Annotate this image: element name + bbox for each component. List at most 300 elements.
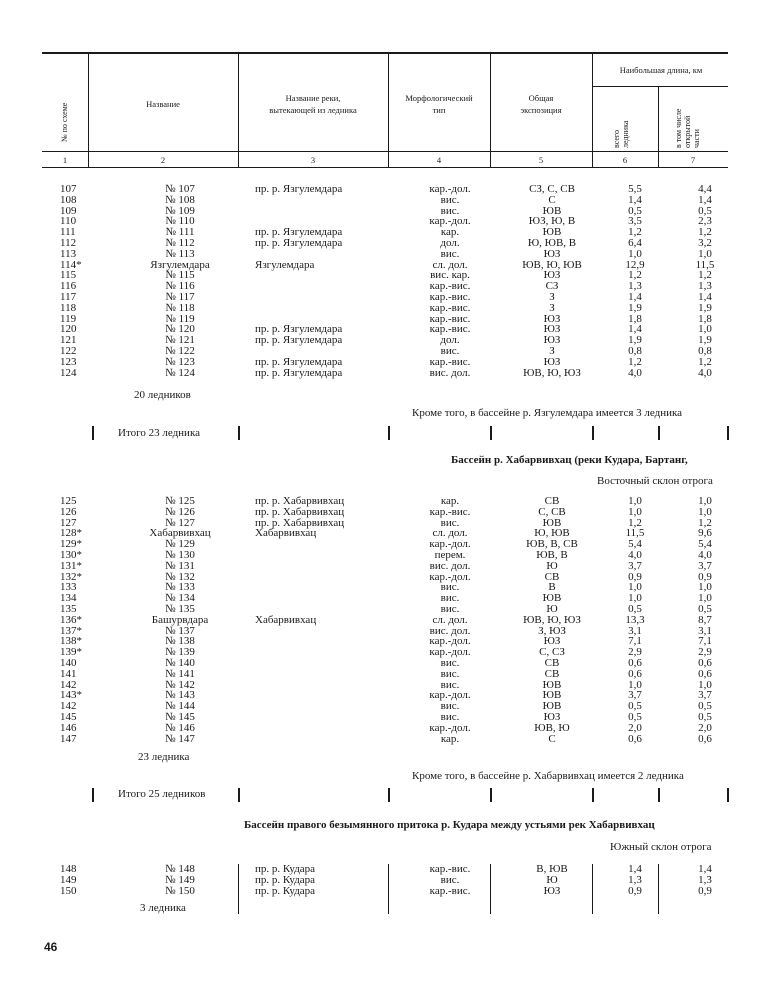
total-length: 12,9 bbox=[625, 258, 645, 271]
table-row bbox=[10, 615, 750, 626]
glacier-name: № 115 bbox=[165, 269, 195, 282]
morph-type: кар.-вис. bbox=[429, 863, 471, 875]
open-length: 0,6 bbox=[698, 656, 712, 669]
glacier-number: 135 bbox=[60, 602, 77, 615]
column-tick bbox=[490, 426, 492, 440]
glacier-name: № 146 bbox=[165, 721, 195, 734]
total-length: 1,2 bbox=[628, 226, 642, 239]
header-col3 bbox=[240, 92, 386, 116]
header-divider bbox=[658, 86, 659, 167]
exposure: СВ bbox=[544, 570, 560, 583]
total-length: 13,3 bbox=[625, 613, 645, 626]
open-length: 1,2 bbox=[698, 226, 712, 239]
exposure: З bbox=[549, 301, 555, 314]
column-tick bbox=[658, 788, 660, 802]
glacier-name: № 131 bbox=[165, 559, 195, 572]
glacier-name: № 141 bbox=[165, 667, 195, 680]
header-col6-line1: всего bbox=[612, 129, 621, 148]
glacier-name: № 127 bbox=[165, 516, 195, 529]
glacier-name: № 107 bbox=[165, 183, 195, 195]
morph-type: кар.-вис. bbox=[429, 355, 471, 368]
total-length: 4,0 bbox=[628, 366, 642, 379]
exposure: Ю bbox=[546, 559, 558, 572]
open-length: 2,9 bbox=[698, 646, 712, 659]
table-row bbox=[10, 507, 750, 518]
colnum: 6 bbox=[622, 155, 628, 165]
column-tick bbox=[388, 426, 390, 440]
header-divider bbox=[592, 54, 593, 167]
exposure: З bbox=[549, 290, 555, 303]
total-length: 0,5 bbox=[628, 700, 642, 713]
glacier-name: № 110 bbox=[165, 215, 195, 228]
column-tick bbox=[238, 788, 240, 802]
header-divider bbox=[238, 54, 239, 167]
open-length: 0,9 bbox=[698, 884, 712, 897]
glacier-number: 146 bbox=[60, 721, 77, 734]
exposure: ЮВ, В bbox=[536, 548, 568, 561]
glacier-name: № 113 bbox=[165, 247, 195, 260]
page-number: 46 bbox=[44, 940, 58, 954]
header-col4-line1: Морфологический bbox=[405, 93, 473, 103]
glacier-number: 116 bbox=[60, 280, 77, 293]
morph-type: вис. bbox=[440, 700, 460, 713]
exposure: ЮВ, Ю, ЮЗ bbox=[523, 613, 581, 626]
header-col7 bbox=[674, 109, 701, 148]
column-tick bbox=[727, 426, 729, 440]
glacier-name: № 149 bbox=[165, 873, 195, 886]
glacier-number: 125 bbox=[60, 495, 77, 507]
morph-type: вис. дол. bbox=[429, 366, 471, 379]
exposure: СВ bbox=[544, 656, 560, 669]
header-col7-line3: части bbox=[692, 129, 701, 148]
section2-note: Кроме того, в бассейне р. Хабарвивхац имеется 2 ледника bbox=[412, 770, 684, 782]
total-length: 0,9 bbox=[628, 570, 642, 583]
morph-type: вис. bbox=[440, 873, 460, 886]
total-length: 0,9 bbox=[628, 884, 642, 897]
glacier-name: № 135 bbox=[165, 602, 195, 615]
header-col6 bbox=[612, 121, 630, 148]
total-length: 1,4 bbox=[628, 290, 642, 303]
total-length: 5,4 bbox=[628, 538, 642, 551]
glacier-number: 147 bbox=[60, 732, 77, 745]
column-tick bbox=[658, 864, 659, 914]
header-divider bbox=[388, 54, 389, 167]
section2-count: 23 ледника bbox=[138, 751, 190, 763]
column-tick bbox=[490, 788, 492, 802]
river-name: пр. р. Кудара bbox=[255, 884, 316, 897]
open-length: 3,7 bbox=[698, 689, 712, 702]
section1-rows bbox=[10, 184, 750, 378]
total-length: 2,9 bbox=[628, 646, 642, 659]
morph-type: кар. bbox=[440, 226, 460, 239]
section2-total: Итого 25 ледников bbox=[118, 788, 206, 800]
open-length: 4,4 bbox=[698, 183, 712, 195]
header-divider bbox=[490, 54, 491, 167]
glacier-number: 138* bbox=[60, 635, 82, 648]
total-length: 6,4 bbox=[628, 236, 642, 249]
glacier-name: № 121 bbox=[165, 334, 195, 347]
morph-type: вис. bbox=[440, 516, 460, 529]
exposure: ЮВ bbox=[542, 516, 562, 529]
open-length: 4,0 bbox=[698, 548, 712, 561]
glacier-number: 115 bbox=[60, 269, 77, 282]
morph-type: вис. дол. bbox=[429, 624, 471, 637]
glacier-name: № 130 bbox=[165, 548, 195, 561]
glacier-name: № 124 bbox=[165, 366, 195, 379]
exposure: З bbox=[549, 344, 555, 357]
header-col6-line2: ледника bbox=[621, 120, 630, 148]
glacier-number: 118 bbox=[60, 301, 77, 314]
header-col1: № по схеме bbox=[60, 102, 69, 142]
table-row bbox=[10, 249, 750, 260]
column-tick bbox=[658, 426, 660, 440]
exposure: ЮВ, Ю bbox=[534, 721, 570, 734]
river-name: Хабарвивхац bbox=[255, 613, 317, 626]
exposure: ЮЗ bbox=[543, 334, 561, 347]
glacier-number: 122 bbox=[60, 344, 77, 357]
table-row bbox=[10, 357, 750, 368]
river-name: пр. р. Хабарвивхац bbox=[255, 516, 345, 529]
total-length: 0,5 bbox=[628, 602, 642, 615]
exposure: Ю, ЮВ bbox=[534, 527, 570, 540]
glacier-name: № 122 bbox=[165, 344, 195, 357]
glacier-number: 123 bbox=[60, 355, 77, 368]
morph-type: вис. bbox=[440, 656, 460, 669]
glacier-name: № 143 bbox=[165, 689, 195, 702]
glacier-name: № 150 bbox=[165, 884, 195, 897]
morph-type: сл. дол. bbox=[432, 613, 468, 626]
open-length: 7,1 bbox=[698, 635, 712, 648]
total-length: 1,0 bbox=[628, 495, 642, 507]
glacier-name: Башурвдара bbox=[151, 613, 209, 626]
column-tick bbox=[238, 864, 239, 914]
glacier-name: № 126 bbox=[165, 505, 195, 518]
open-length: 0,8 bbox=[698, 344, 712, 357]
exposure: С bbox=[548, 732, 556, 745]
header-col5 bbox=[492, 92, 590, 116]
exposure: ЮВ bbox=[542, 592, 562, 605]
open-length: 0,9 bbox=[698, 570, 712, 583]
morph-type: кар.-дол. bbox=[429, 689, 471, 702]
river-name: пр. р. Кудара bbox=[255, 863, 316, 875]
morph-type: кар. bbox=[440, 732, 460, 745]
river-name: Хабарвивхац bbox=[255, 527, 317, 540]
table-row bbox=[10, 734, 750, 745]
open-length: 1,0 bbox=[698, 505, 712, 518]
total-length: 7,1 bbox=[628, 635, 642, 648]
column-tick bbox=[490, 864, 491, 914]
river-name: пр. р. Язгулемдара bbox=[255, 323, 343, 336]
river-name: пр. р. Кудара bbox=[255, 873, 316, 886]
total-length: 0,6 bbox=[628, 667, 642, 680]
table-row bbox=[10, 561, 750, 572]
glacier-number: 131* bbox=[60, 559, 82, 572]
table-row bbox=[10, 875, 750, 886]
morph-type: вис. bbox=[440, 602, 460, 615]
section1-note: Кроме того, в бассейне р. Язгулемдара имеется 3 ледника bbox=[412, 407, 683, 419]
table-row bbox=[10, 195, 750, 206]
exposure: ЮВ bbox=[542, 678, 562, 691]
section2-subtitle: Восточный склон отрога bbox=[597, 475, 713, 487]
glacier-number: 142 bbox=[60, 678, 77, 691]
column-tick bbox=[592, 426, 594, 440]
top-rule bbox=[42, 52, 728, 54]
glacier-name: № 133 bbox=[165, 581, 195, 594]
column-tick bbox=[92, 426, 94, 440]
header-col5-line2: экспозиция bbox=[520, 105, 562, 115]
colnum: 2 bbox=[160, 155, 166, 165]
exposure: Ю bbox=[546, 602, 558, 615]
exposure: Ю bbox=[546, 873, 558, 886]
total-length: 0,6 bbox=[628, 732, 642, 745]
morph-type: вис. кар. bbox=[430, 269, 470, 282]
glacier-number: 111 bbox=[60, 226, 76, 239]
exposure: ЮВ, Ю, ЮВ bbox=[522, 258, 582, 271]
section1-total: Итого 23 ледника bbox=[118, 427, 201, 439]
glacier-number: 119 bbox=[60, 312, 77, 325]
open-length: 1,8 bbox=[698, 312, 712, 325]
glacier-number: 142 bbox=[60, 700, 77, 713]
glacier-number: 143* bbox=[60, 689, 82, 702]
colnum: 5 bbox=[538, 155, 544, 165]
glacier-name: № 145 bbox=[165, 710, 195, 723]
exposure: С bbox=[548, 193, 556, 206]
total-length: 3,7 bbox=[628, 689, 642, 702]
total-length: 1,0 bbox=[628, 581, 642, 594]
column-tick bbox=[592, 788, 594, 802]
total-length: 1,2 bbox=[628, 516, 642, 529]
total-length: 3,7 bbox=[628, 559, 642, 572]
exposure: ЮЗ bbox=[543, 884, 561, 897]
open-length: 2,3 bbox=[698, 215, 712, 228]
open-length: 0,5 bbox=[698, 204, 712, 217]
section1-count: 20 ледников bbox=[134, 389, 191, 401]
exposure: В, ЮВ bbox=[536, 863, 568, 875]
glacier-name: № 139 bbox=[165, 646, 195, 659]
morph-type: кар.-дол. bbox=[429, 183, 471, 195]
morph-type: дол. bbox=[440, 236, 460, 249]
total-length: 1,2 bbox=[628, 269, 642, 282]
morph-type: кар.-дол. bbox=[429, 538, 471, 551]
glacier-name: № 142 bbox=[165, 678, 195, 691]
glacier-number: 107 bbox=[60, 183, 77, 195]
river-name: пр. р. Хабарвивхац bbox=[255, 505, 345, 518]
open-length: 4,0 bbox=[698, 366, 712, 379]
morph-type: кар.-вис. bbox=[429, 884, 471, 897]
exposure: ЮЗ bbox=[543, 635, 561, 648]
exposure: ЮЗ bbox=[543, 247, 561, 260]
glacier-name: № 108 bbox=[165, 193, 195, 206]
glacier-number: 112 bbox=[60, 236, 77, 249]
glacier-name: № 134 bbox=[165, 592, 195, 605]
column-tick bbox=[388, 864, 389, 914]
exposure: ЮЗ bbox=[543, 269, 561, 282]
morph-type: вис. bbox=[440, 204, 460, 217]
open-length: 8,7 bbox=[698, 613, 712, 626]
glacier-number: 141 bbox=[60, 667, 77, 680]
morph-type: вис. bbox=[440, 667, 460, 680]
morph-type: кар.-дол. bbox=[429, 215, 471, 228]
river-name: пр. р. Язгулемдара bbox=[255, 236, 343, 249]
exposure: ЮЗ bbox=[543, 355, 561, 368]
total-length: 1,9 bbox=[628, 334, 642, 347]
open-length: 0,5 bbox=[698, 700, 712, 713]
header-col4 bbox=[390, 92, 488, 116]
glacier-number: 140 bbox=[60, 656, 77, 669]
total-length: 3,5 bbox=[628, 215, 642, 228]
colnum: 7 bbox=[690, 155, 696, 165]
total-length: 5,5 bbox=[628, 183, 642, 195]
morph-type: дол. bbox=[440, 334, 460, 347]
total-length: 1,2 bbox=[628, 355, 642, 368]
glacier-name: Хабарвивхац bbox=[149, 527, 211, 540]
total-length: 11,5 bbox=[625, 527, 645, 540]
open-length: 1,2 bbox=[698, 269, 712, 282]
header-col3-line2: вытекающей из ледника bbox=[269, 105, 357, 115]
open-length: 1,0 bbox=[698, 592, 712, 605]
open-length: 1,0 bbox=[698, 581, 712, 594]
glacier-number: 145 bbox=[60, 710, 77, 723]
total-length: 0,6 bbox=[628, 656, 642, 669]
total-length: 1,3 bbox=[628, 280, 642, 293]
colnum-bottom-rule bbox=[42, 167, 728, 168]
river-name: пр. р. Язгулемдара bbox=[255, 355, 343, 368]
open-length: 0,5 bbox=[698, 710, 712, 723]
morph-type: вис. bbox=[440, 581, 460, 594]
glacier-number: 124 bbox=[60, 366, 77, 379]
table-row bbox=[10, 723, 750, 734]
exposure: В bbox=[548, 581, 556, 594]
morph-type: кар.-вис. bbox=[429, 505, 471, 518]
open-length: 3,1 bbox=[698, 624, 712, 637]
glacier-name: № 118 bbox=[165, 301, 195, 314]
open-length: 0,6 bbox=[698, 667, 712, 680]
river-name: пр. р. Язгулемдара bbox=[255, 226, 343, 239]
open-length: 1,4 bbox=[698, 193, 712, 206]
open-length: 0,5 bbox=[698, 602, 712, 615]
section3-subtitle: Южный склон отрога bbox=[610, 841, 712, 853]
glacier-name: № 125 bbox=[165, 495, 195, 507]
total-length: 1,0 bbox=[628, 678, 642, 691]
total-length: 1,0 bbox=[628, 247, 642, 260]
total-length: 1,3 bbox=[628, 873, 642, 886]
section3-title: Бассейн правого безымянного притока р. Кудара между устьями рек Хабарвивхац bbox=[244, 819, 655, 831]
open-length: 0,6 bbox=[698, 732, 712, 745]
open-length: 5,4 bbox=[698, 538, 712, 551]
exposure: ЮЗ bbox=[543, 710, 561, 723]
morph-type: кар.-вис. bbox=[429, 312, 471, 325]
total-length: 1,4 bbox=[628, 863, 642, 875]
header-col2: Название bbox=[146, 99, 180, 109]
total-length: 1,0 bbox=[628, 592, 642, 605]
colnum: 4 bbox=[436, 155, 442, 165]
glacier-number: 109 bbox=[60, 204, 77, 217]
total-length: 1,8 bbox=[628, 312, 642, 325]
glacier-number: 110 bbox=[60, 215, 77, 228]
exposure: С, СЗ bbox=[539, 646, 565, 659]
header-bottom-rule bbox=[42, 151, 728, 152]
column-tick bbox=[592, 864, 593, 914]
open-length: 2,0 bbox=[698, 721, 712, 734]
exposure: СЗ bbox=[545, 280, 559, 293]
glacier-name: № 120 bbox=[165, 323, 195, 336]
morph-type: вис. bbox=[440, 592, 460, 605]
glacier-name: № 117 bbox=[165, 290, 195, 303]
open-length: 1,0 bbox=[698, 323, 712, 336]
morph-type: кар.-дол. bbox=[429, 635, 471, 648]
glacier-name: Язгулемдара bbox=[150, 258, 210, 271]
section3-rows bbox=[10, 864, 750, 896]
glacier-name: № 109 bbox=[165, 204, 195, 217]
exposure: ЮВ, В, СВ bbox=[526, 538, 578, 551]
open-length: 1,9 bbox=[698, 301, 712, 314]
morph-type: вис. bbox=[440, 247, 460, 260]
column-tick bbox=[727, 788, 729, 802]
morph-type: кар.-вис. bbox=[429, 323, 471, 336]
total-length: 0,8 bbox=[628, 344, 642, 357]
morph-type: сл. дол. bbox=[432, 258, 468, 271]
morph-type: сл. дол. bbox=[432, 527, 468, 540]
exposure: ЮВ, Ю, ЮЗ bbox=[523, 366, 581, 379]
glacier-number: 139* bbox=[60, 646, 82, 659]
morph-type: вис. bbox=[440, 193, 460, 206]
morph-type: вис. дол. bbox=[429, 559, 471, 572]
glacier-number: 134 bbox=[60, 592, 77, 605]
total-length: 1,0 bbox=[628, 505, 642, 518]
exposure: ЮЗ bbox=[543, 323, 561, 336]
total-length: 3,1 bbox=[628, 624, 642, 637]
exposure: СВ bbox=[544, 667, 560, 680]
exposure: ЮЗ bbox=[543, 312, 561, 325]
exposure: ЮЗ, Ю, В bbox=[528, 215, 576, 228]
header-col7-line1: в том числе bbox=[674, 108, 683, 148]
total-length: 4,0 bbox=[628, 548, 642, 561]
open-length: 3,7 bbox=[698, 559, 712, 572]
glacier-number: 128* bbox=[60, 527, 82, 540]
open-length: 1,3 bbox=[698, 280, 712, 293]
total-length: 1,9 bbox=[628, 301, 642, 314]
morph-type: кар.-вис. bbox=[429, 280, 471, 293]
glacier-number: 130* bbox=[60, 548, 82, 561]
total-length: 1,4 bbox=[628, 323, 642, 336]
table-row bbox=[10, 669, 750, 680]
glacier-name: № 138 bbox=[165, 635, 195, 648]
glacier-name: № 116 bbox=[165, 280, 195, 293]
river-name: пр. р. Хабарвивхац bbox=[255, 495, 345, 507]
morph-type: вис. bbox=[440, 710, 460, 723]
glacier-number: 108 bbox=[60, 193, 77, 206]
exposure: СЗ, С, СВ bbox=[529, 183, 575, 195]
header-col67: Наибольшая длина, км bbox=[619, 65, 703, 75]
glacier-name: № 132 bbox=[165, 570, 195, 583]
glacier-name: № 144 bbox=[165, 700, 195, 713]
open-length: 1,0 bbox=[698, 678, 712, 691]
open-length: 1,4 bbox=[698, 290, 712, 303]
total-length: 0,5 bbox=[628, 204, 642, 217]
glacier-number: 133 bbox=[60, 581, 77, 594]
open-length: 1,2 bbox=[698, 355, 712, 368]
glacier-number: 136* bbox=[60, 613, 82, 626]
glacier-name: № 112 bbox=[165, 236, 195, 249]
exposure: ЮВ bbox=[542, 204, 562, 217]
glacier-number: 150 bbox=[60, 884, 77, 897]
table-row bbox=[10, 303, 750, 314]
glacier-name: № 129 bbox=[165, 538, 195, 551]
river-name: пр. р. Язгулемдара bbox=[255, 366, 343, 379]
morph-type: кар.-дол. bbox=[429, 570, 471, 583]
morph-type: кар. bbox=[440, 495, 460, 507]
glacier-number: 132* bbox=[60, 570, 82, 583]
